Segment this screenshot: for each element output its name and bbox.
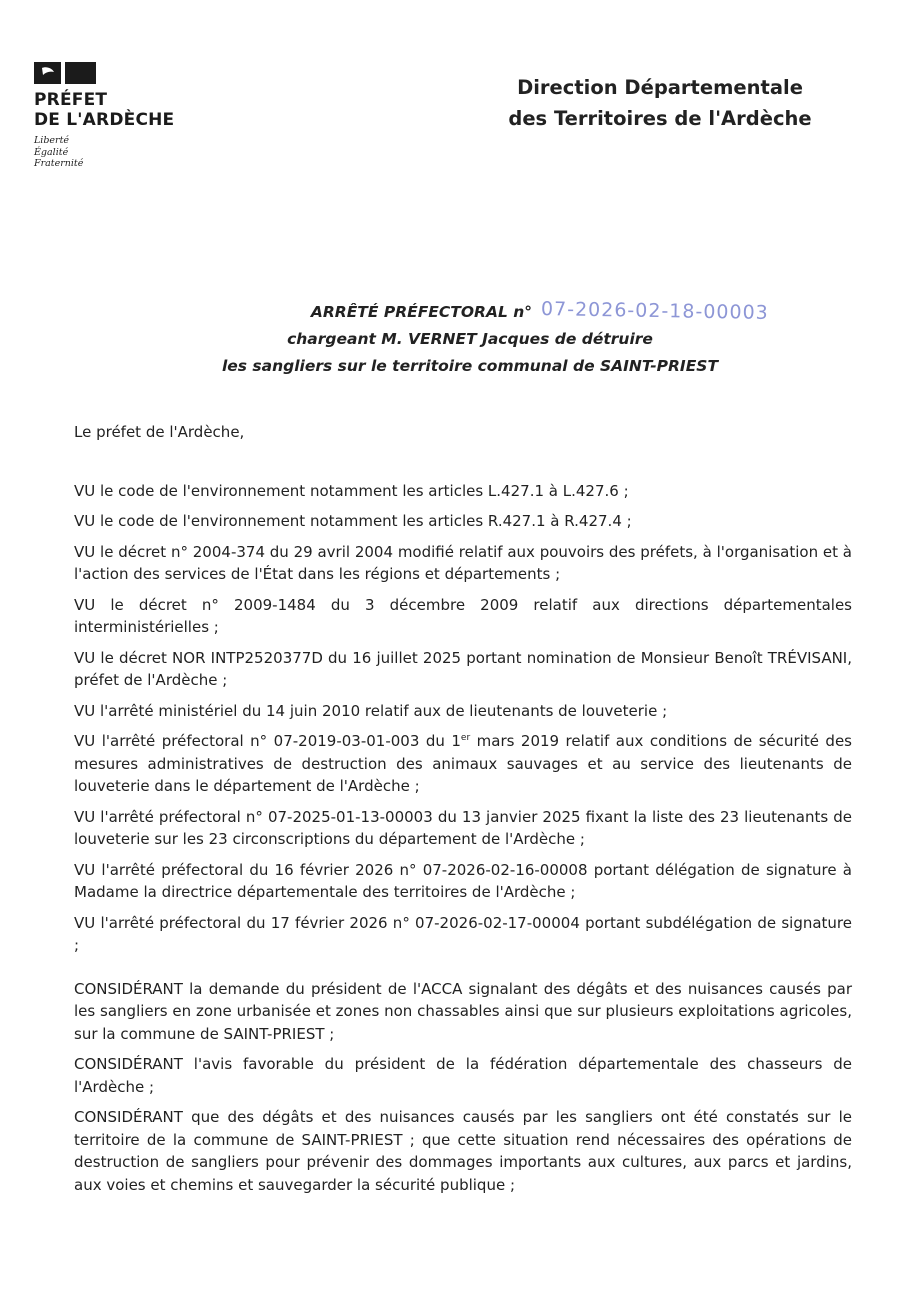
motto-liberte: Liberté xyxy=(34,135,70,146)
vu-paragraph: VU l'arrêté préfectoral du 17 février 2026 n° 07-2026-02-17-00004 portant subdélégation de signature ; xyxy=(74,913,852,954)
title-line-1 xyxy=(190,298,890,326)
title-prefix: ARRÊTÉ PRÉFECTORAL n° xyxy=(310,303,533,321)
motto-egalite: Égalité xyxy=(34,146,69,158)
intro-paragraph: Le préfet de l'Ardèche, xyxy=(74,423,245,441)
decree-body xyxy=(74,421,852,1204)
section-spacer xyxy=(74,965,852,978)
considerant-paragraph: CONSIDÉRANT l'avis favorable du président de la fédération départementale des chasseurs de l'Ardèche ; xyxy=(74,1055,852,1096)
issuing-direction xyxy=(490,72,830,134)
vu-paragraph: VU le décret n° 2009-1484 du 3 décembre 2009 relatif aux directions départementales interministérielles ; xyxy=(74,595,852,636)
title-line-2: chargeant M. VERNET Jacques de détruire xyxy=(287,330,653,348)
prefecture-logo xyxy=(34,62,234,170)
logo-prefet-text: PRÉFET xyxy=(34,90,108,110)
vu-paragraph xyxy=(74,730,852,798)
vu-text: VU l'arrêté préfectoral n° 07-2019-03-01-003 du 1 xyxy=(74,732,461,750)
republic-motto xyxy=(34,135,234,170)
vu-paragraph: VU l'arrêté préfectoral n° 07-2025-01-13-00003 du 13 janvier 2025 fixant la liste des 23 lieutenants de louveterie sur les 23 circonscriptions du département de l'Ardèche ; xyxy=(74,807,852,848)
superscript-er: er xyxy=(460,733,471,743)
decree-title xyxy=(120,298,820,380)
considerant-paragraph: CONSIDÉRANT que des dégâts et des nuisances causés par les sangliers ont été constatés sur le territoire de la commune de SAINT-PRIEST ; que cette situation rend nécessaires des opérations de destruction de sangliers pour prévenir des dommages importants aux cultures, aux parcs et jardins, aux voies et chemins et sauvegarder la sécurité publique ; xyxy=(74,1108,852,1194)
direction-line-2: des Territoires de l'Ardèche xyxy=(508,107,812,130)
logo-department-text: DE L'ARDÈCHE xyxy=(34,110,175,130)
title-line-3: les sangliers sur le territoire communal de SAINT-PRIEST xyxy=(221,357,719,375)
vu-paragraph: VU l'arrêté préfectoral du 16 février 2026 n° 07-2026-02-16-00008 portant délégation de signature à Madame la directrice départementale des territoires de l'Ardèche ; xyxy=(74,860,852,901)
vu-paragraph: VU le décret n° 2004-374 du 29 avril 2004 modifié relatif aux pouvoirs des préfets, à l'organisation et à l'action des services de l'État dans les régions et départements ; xyxy=(74,542,852,583)
considerant-paragraph: CONSIDÉRANT la demande du président de l'ACCA signalant des dégâts et des nuisances causés par les sangliers en zone urbanisée et zones non chassables ainsi que sur plusieurs exploitations agricoles, sur la commune de SAINT-PRIEST ; xyxy=(74,979,852,1043)
direction-line-1: Direction Départementale xyxy=(517,76,803,99)
vu-paragraph: VU le code de l'environnement notamment les articles L.427.1 à L.427.6 ; xyxy=(74,481,629,500)
handwritten-decree-number: 07-2026-02-18-00003 xyxy=(541,298,770,324)
motto-fraternite: Fraternité xyxy=(34,158,84,169)
marianne-logo-icon xyxy=(34,62,96,84)
vu-text: mars 2019 relatif aux conditions de sécurité des mesures administratives de destruction des animaux sauvages et au service des lieutenants de louveterie dans le département de l'Ardèche ; xyxy=(74,732,852,795)
vu-paragraph: VU l'arrêté ministériel du 14 juin 2010 relatif aux de lieutenants de louveterie ; xyxy=(74,701,668,720)
vu-paragraph: VU le décret NOR INTP2520377D du 16 juillet 2025 portant nomination de Monsieur Benoît TRÉVISANI, préfet de l'Ardèche ; xyxy=(74,648,852,689)
vu-paragraph: VU le code de l'environnement notamment les articles R.427.1 à R.427.4 ; xyxy=(74,512,632,530)
